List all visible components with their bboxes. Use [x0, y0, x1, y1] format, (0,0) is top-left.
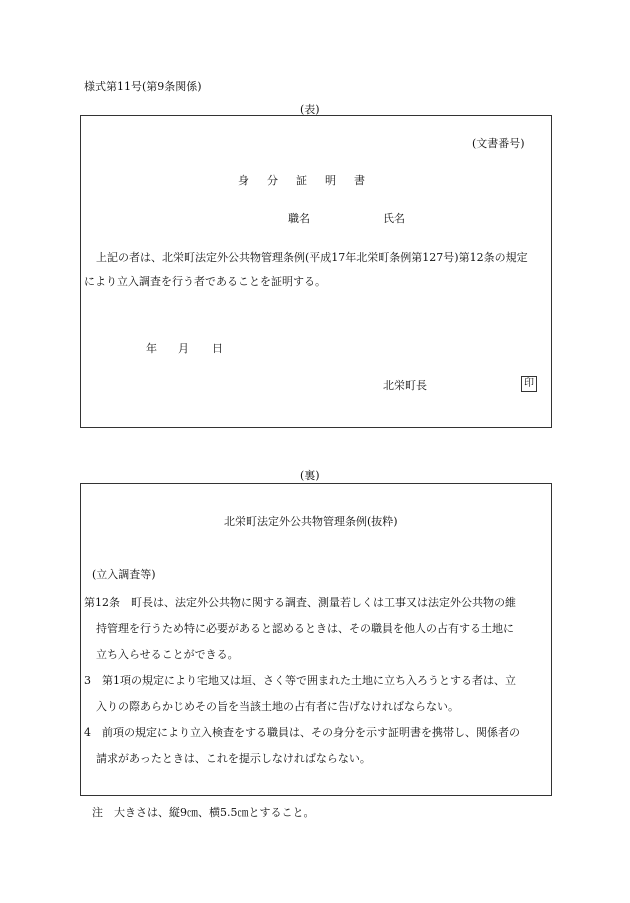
name-label: 氏名 — [383, 212, 405, 225]
article12-line1: 第12条 町長は、法定外公共物に関する調査、測量若しくは工事又は法定外公共物の維 — [84, 596, 516, 609]
paragraph3-line2: 入りの際あらかじめその旨を当該土地の占有者に告げなければならない。 — [96, 700, 459, 713]
front-card — [80, 115, 552, 428]
certificate-title-text: 身分証明書 — [238, 174, 383, 187]
article12-line2: 持管理を行うため特に必要があると認めるときは、その職員を他人の占有する土地に — [96, 622, 514, 635]
front-side-label: (表) — [300, 103, 320, 116]
position-label: 職名 — [288, 212, 310, 225]
seal-mark: 印 — [521, 376, 537, 392]
date-month: 月 — [178, 342, 189, 355]
paragraph4-line1: 4 前項の規定により立入検査をする職員は、その身分を示す証明書を携帯し、関係者の — [84, 726, 520, 739]
paragraph3-line1: 3 第1項の規定により宅地又は垣、さく等で囲まれた土地に立ち入ろうとする者は、立 — [84, 674, 516, 687]
section-heading: (立入調査等) — [92, 568, 156, 581]
issuer-title: 北栄町長 — [383, 379, 427, 392]
certificate-body-line2: により立入調査を行う者であることを証明する。 — [84, 275, 326, 288]
date-day: 日 — [212, 342, 223, 355]
back-side-label: (裏) — [300, 469, 320, 482]
certificate-body-line1: 上記の者は、北栄町法定外公共物管理条例(平成17年北栄町条例第127号)第12条の規定 — [96, 251, 528, 264]
article12-line3: 立ち入らせることができる。 — [96, 648, 239, 661]
paragraph4-line2: 請求があったときは、これを提示しなければならない。 — [96, 752, 371, 765]
size-note: 注 大きさは、縦9㎝、横5.5㎝とすること。 — [92, 806, 315, 819]
ordinance-title: 北栄町法定外公共物管理条例(抜粋) — [224, 515, 398, 528]
document-number: (文書番号) — [472, 137, 525, 150]
date-year: 年 — [146, 342, 157, 355]
certificate-title — [238, 172, 383, 188]
form-number-label: 様式第11号(第9条関係) — [84, 80, 202, 93]
